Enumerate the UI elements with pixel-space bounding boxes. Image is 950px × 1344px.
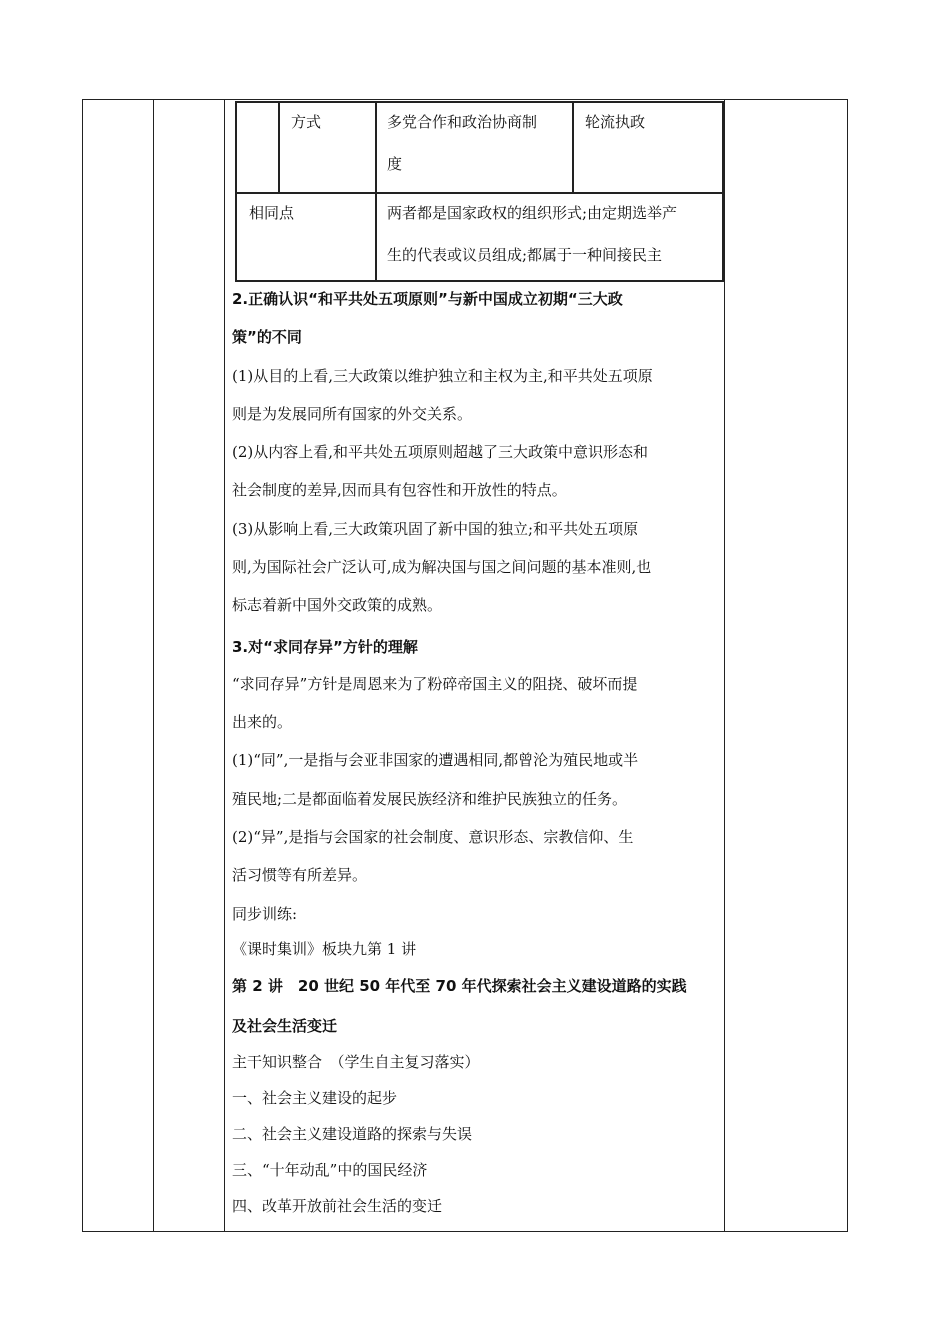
text-line: 主干知识整合 （学生自主复习落实）: [232, 1053, 480, 1071]
text-line: (1)“同”,一是指与会亚非国家的遭遇相同,都曾沦为殖民地或半: [232, 751, 639, 769]
column-divider-1: [153, 99, 154, 1232]
method-cell-west: 轮流执政: [585, 113, 646, 131]
row-label-similarity: 相同点: [249, 204, 295, 222]
text-line: 活习惯等有所差异。: [232, 866, 368, 884]
text-line: 同步训练:: [232, 905, 298, 923]
section-heading: 2.正确认识“和平共处五项原则”与新中国成立初期“三大政: [232, 290, 623, 308]
text-line: 二、社会主义建设道路的探索与失误: [232, 1125, 473, 1143]
text-line: (1)从目的上看,三大政策以维护独立和主权为主,和平共处五项原: [232, 367, 653, 385]
section-heading: 第 2 讲 20 世纪 50 年代至 70 年代探索社会主义建设道路的实践: [232, 977, 687, 995]
row-label-method: 方式: [291, 113, 322, 131]
text-line: (2)“异”,是指与会国家的社会制度、意识形态、宗教信仰、生: [232, 828, 634, 846]
text-line: (3)从影响上看,三大政策巩固了新中国的独立;和平共处五项原: [232, 520, 639, 538]
table-inner-divider: [278, 103, 280, 192]
method-cell-china: 多党合作和政治协商制 度: [387, 113, 538, 173]
text-line: 出来的。: [232, 713, 293, 731]
text-line: 殖民地;二是都面临着发展民族经济和维护民族独立的任务。: [232, 790, 628, 808]
text-line: 《课时集训》板块九第 1 讲: [232, 940, 417, 958]
column-divider-3: [724, 99, 725, 1232]
text-line: 则,为国际社会广泛认可,成为解决国与国之间问题的基本准则,也: [232, 558, 652, 576]
text-line: 标志着新中国外交政策的成熟。: [232, 596, 443, 614]
text-line: 四、改革开放前社会生活的变迁: [232, 1197, 443, 1215]
content-cell: [232, 99, 722, 1232]
text-line: 一、社会主义建设的起步: [232, 1089, 398, 1107]
text-line: 三、“十年动乱”中的国民经济: [232, 1161, 428, 1179]
section-heading: 策”的不同: [232, 328, 302, 346]
similarity-cell: 两者都是国家政权的组织形式;由定期选举产 生的代表或议员组成;都属于一种间接民主: [387, 204, 678, 264]
column-divider-2: [224, 99, 225, 1232]
comparison-table: [235, 101, 724, 282]
text-line: (2)从内容上看,和平共处五项原则超越了三大政策中意识形态和: [232, 443, 649, 461]
text-line: “求同存异”方针是周恩来为了粉碎帝国主义的阻挠、破坏而提: [232, 675, 638, 693]
table-inner-divider: [572, 103, 574, 192]
text-line: 则是为发展同所有国家的外交关系。: [232, 405, 473, 423]
section-heading: 3.对“求同存异”方针的理解: [232, 638, 418, 656]
text-line: 社会制度的差异,因而具有包容性和开放性的特点。: [232, 481, 567, 499]
section-heading: 及社会生活变迁: [232, 1017, 338, 1035]
